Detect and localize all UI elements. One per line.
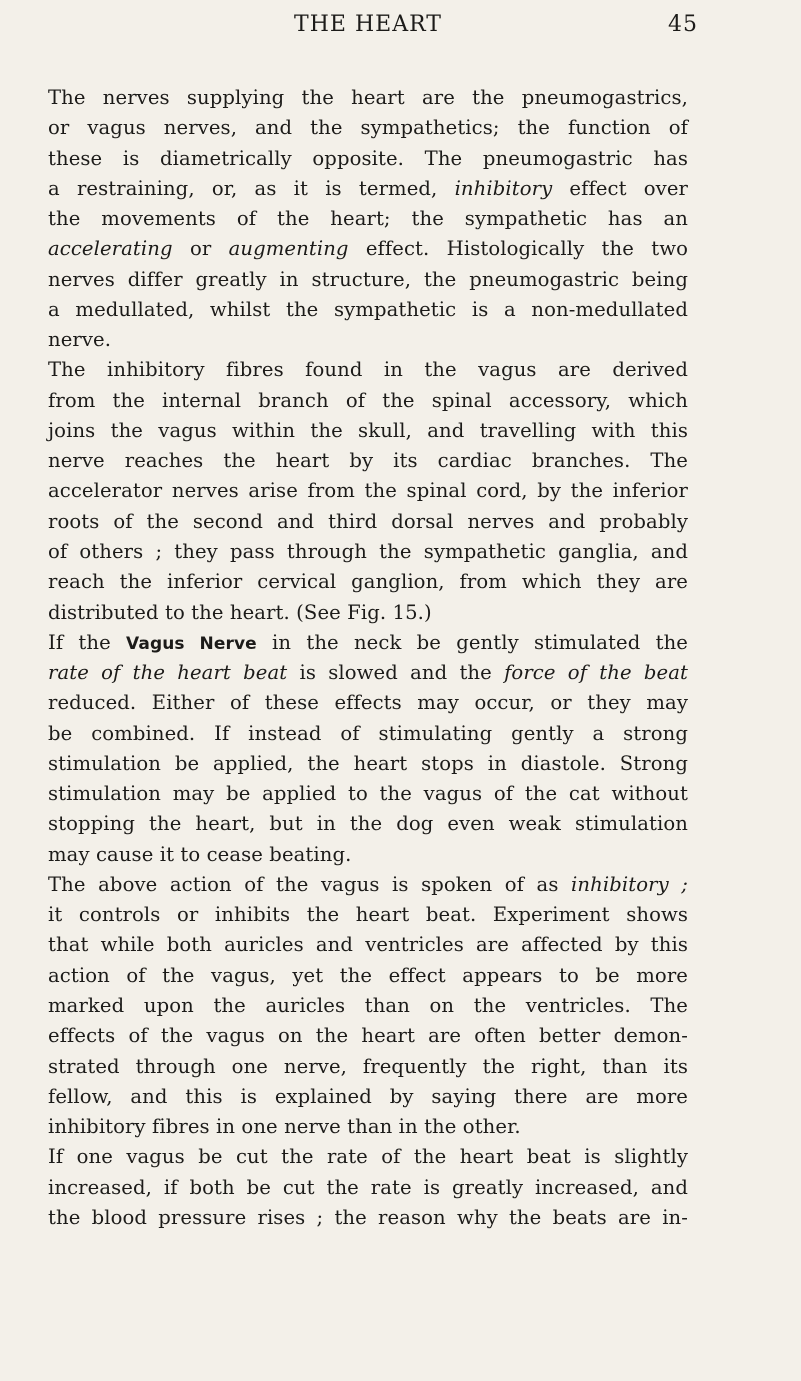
text-line xyxy=(48,507,688,537)
text-segment: accelerator nerves arise from the spinal cord, by the inferior xyxy=(48,479,688,503)
text-segment: stimulation be applied, the heart stops in diastole. Strong xyxy=(48,751,688,775)
text-segment: nerve. xyxy=(48,328,112,352)
text-line xyxy=(48,1203,688,1233)
italic-text: rate of the heart beat xyxy=(48,661,288,685)
text-line xyxy=(48,840,688,870)
text-line xyxy=(48,144,688,174)
italic-text: augmenting xyxy=(228,237,349,261)
text-segment: If the xyxy=(48,630,127,654)
text-segment: If one vagus be cut the rate of the heart beat is slightly xyxy=(48,1145,688,1169)
text-line xyxy=(48,325,688,355)
text-line xyxy=(48,537,688,567)
text-line xyxy=(48,567,688,597)
page-number: 45 xyxy=(668,12,698,37)
text-segment: may cause it to cease beating. xyxy=(48,842,352,866)
text-segment: or vagus nerves, and the sympathetics; the function of xyxy=(48,116,688,140)
text-segment: it controls or inhibits the heart beat. Experiment shows xyxy=(48,903,688,927)
text-segment: stopping the heart, but in the dog even weak stimulation xyxy=(48,812,688,836)
text-line xyxy=(48,386,688,416)
text-segment: effect over xyxy=(552,176,688,200)
text-line xyxy=(48,1142,688,1172)
text-line xyxy=(48,930,688,960)
text-line xyxy=(48,113,688,143)
text-line xyxy=(48,234,688,264)
body-text xyxy=(48,83,688,1233)
text-line xyxy=(48,598,688,628)
text-segment: joins the vagus within the skull, and travelling with this xyxy=(48,418,688,442)
running-head xyxy=(48,10,698,40)
chapter-title: THE HEART xyxy=(294,12,442,37)
text-line xyxy=(48,1052,688,1082)
text-segment: The nerves supplying the heart are the pneumogastrics, xyxy=(48,86,688,109)
text-segment: The above action of the vagus is spoken of as xyxy=(48,872,572,896)
text-line xyxy=(48,991,688,1021)
text-segment: inhibitory fibres in one nerve than in the other. xyxy=(48,1115,521,1139)
text-line xyxy=(48,476,688,506)
text-line xyxy=(48,809,688,839)
text-line xyxy=(48,204,688,234)
text-segment: strated through one nerve, frequently the right, than its xyxy=(48,1054,688,1078)
text-line xyxy=(48,416,688,446)
text-segment: the movements of the heart; the sympathetic has an xyxy=(48,207,688,231)
text-line xyxy=(48,961,688,991)
text-segment: of others ; they pass through the sympathetic ganglia, and xyxy=(48,539,688,563)
text-line xyxy=(48,83,688,113)
bold-term: Vagus Nerve xyxy=(126,633,257,654)
text-segment: reduced. Either of these effects may occur, or they may xyxy=(48,691,688,715)
text-segment: stimulation may be applied to the vagus of the cat without xyxy=(48,782,688,806)
text-segment: distributed to the heart. (See Fig. 15.) xyxy=(48,600,432,624)
text-line xyxy=(48,900,688,930)
text-segment: or xyxy=(172,237,229,261)
text-segment: nerve reaches the heart by its cardiac branches. The xyxy=(48,449,688,473)
text-segment: increased, if both be cut the rate is greatly increased, and xyxy=(48,1175,688,1199)
text-line xyxy=(48,1082,688,1112)
text-line xyxy=(48,446,688,476)
italic-text: inhibitory xyxy=(454,176,553,200)
text-line xyxy=(48,658,688,688)
text-line xyxy=(48,174,688,204)
text-line xyxy=(48,749,688,779)
text-line xyxy=(48,1112,688,1142)
text-line xyxy=(48,628,688,658)
text-line xyxy=(48,1173,688,1203)
text-line xyxy=(48,355,688,385)
text-segment: be combined. If instead of stimulating gently a strong xyxy=(48,721,688,745)
text-line xyxy=(48,265,688,295)
text-segment: is slowed and the xyxy=(287,661,505,685)
text-segment: these is diametrically opposite. The pneumogastric has xyxy=(48,146,688,170)
italic-text: force of the beat xyxy=(504,661,688,685)
text-segment: roots of the second and third dorsal nerves and probably xyxy=(48,509,688,533)
text-segment: The inhibitory fibres found in the vagus are derived xyxy=(48,358,688,382)
text-segment: fellow, and this is explained by saying there are more xyxy=(48,1084,688,1108)
text-line xyxy=(48,295,688,325)
text-segment: reach the inferior cervical ganglion, from which they are xyxy=(48,570,688,594)
text-segment: nerves differ greatly in structure, the pneumogastric being xyxy=(48,267,688,291)
text-line xyxy=(48,779,688,809)
text-segment: effects of the vagus on the heart are often better demon- xyxy=(48,1024,688,1048)
text-segment: the blood pressure rises ; the reason why the beats are in- xyxy=(48,1205,688,1229)
text-segment: a restraining, or, as it is termed, xyxy=(48,176,455,200)
text-line xyxy=(48,1021,688,1051)
text-segment: from the internal branch of the spinal accessory, which xyxy=(48,388,688,412)
text-segment: in the neck be gently stimulated the xyxy=(256,630,688,654)
text-line xyxy=(48,688,688,718)
text-line xyxy=(48,719,688,749)
text-line xyxy=(48,870,688,900)
italic-text: inhibitory ; xyxy=(571,872,688,896)
text-segment: that while both auricles and ventricles are affected by this xyxy=(48,933,688,957)
text-segment: marked upon the auricles than on the ventricles. The xyxy=(48,993,688,1017)
text-segment: effect. Histologically the two xyxy=(348,237,688,261)
italic-text: accelerating xyxy=(48,237,173,261)
text-segment: a medullated, whilst the sympathetic is a non-medullated xyxy=(48,297,688,321)
text-segment: action of the vagus, yet the effect appears to be more xyxy=(48,963,688,987)
